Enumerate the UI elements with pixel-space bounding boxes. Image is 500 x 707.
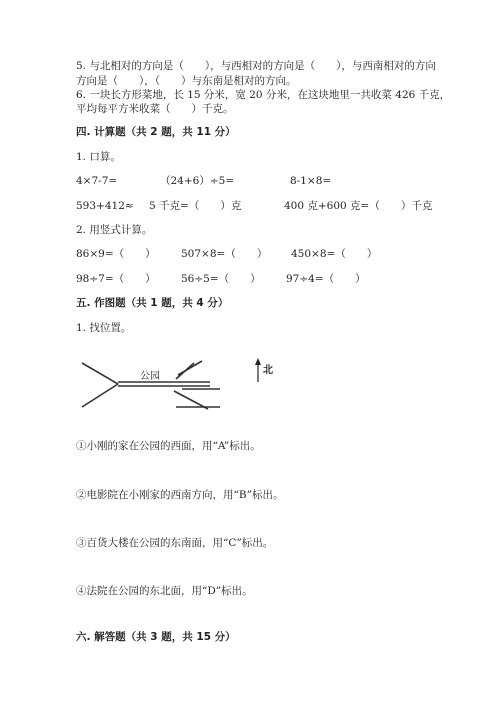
- park-label: 公园: [140, 371, 160, 382]
- question-6-line-2: 平均每平方米收菜（ ）千克。: [76, 103, 234, 115]
- calc-row-1-item-1: 4×7-7=: [76, 175, 118, 187]
- road-right-upper-b: [178, 361, 202, 375]
- draw-item-4: ④法院在公园的东北面，用“D”标出。: [76, 585, 253, 597]
- calc-row-1-item-3: 8-1×8=: [290, 175, 332, 187]
- section-4-sub-1: 1. 口算。: [76, 151, 121, 163]
- section-4-sub-2: 2. 用竖式计算。: [76, 224, 153, 236]
- vertical-row-1-item-1: 86×9=（ ）: [76, 248, 156, 260]
- question-5-line-1: 5. 与北相对的方向是（ ），与西相对的方向是（ ），与西南相对的方向: [76, 60, 436, 72]
- vertical-row-1-item-2: 507×8=（ ）: [181, 248, 268, 260]
- calc-row-2-item-1: 593+412≈: [76, 200, 134, 212]
- section-6-title: 六. 解答题（共 3 题，共 15 分）: [76, 631, 236, 643]
- question-5-line-2: 方向是（ ），（ ）与东南是相对的方向。: [76, 75, 297, 87]
- north-arrow-head: [255, 358, 261, 365]
- question-6-line-1: 6. 一块长方形菜地，长 15 分米，宽 20 分米，在这块地里一共收菜 426 千克，: [76, 89, 451, 101]
- calc-row-2-item-2: 5 千克=（ ）克: [149, 200, 242, 212]
- road-left-upper: [82, 363, 118, 384]
- calc-row-2-item-3: 400 克+600 克=（ ）千克: [284, 200, 433, 212]
- calc-row-1-item-2: （24+6）÷5=: [160, 175, 235, 187]
- draw-item-2: ②电影院在小刚家的西南方向，用“B”标出。: [76, 489, 284, 501]
- section-4-title: 四. 计算题（共 2 题，共 11 分）: [76, 126, 236, 138]
- vertical-row-2-item-2: 56÷5=（ ）: [181, 273, 261, 285]
- draw-item-1: ①小刚的家在公园的西面，用“A”标出。: [76, 440, 261, 452]
- draw-item-3: ③百货大楼在公园的东南面，用“C”标出。: [76, 537, 274, 549]
- road-left-lower: [82, 384, 118, 407]
- park-map-diagram: [70, 355, 290, 415]
- vertical-row-2-item-1: 98÷7=（ ）: [76, 273, 156, 285]
- section-5-sub-1: 1. 找位置。: [76, 322, 132, 334]
- section-5-title: 五. 作图题（共 1 题，共 4 分）: [76, 297, 229, 309]
- vertical-row-1-item-3: 450×8=（ ）: [291, 248, 378, 260]
- north-label: 北: [263, 365, 273, 376]
- vertical-row-2-item-3: 97÷4=（ ）: [286, 273, 366, 285]
